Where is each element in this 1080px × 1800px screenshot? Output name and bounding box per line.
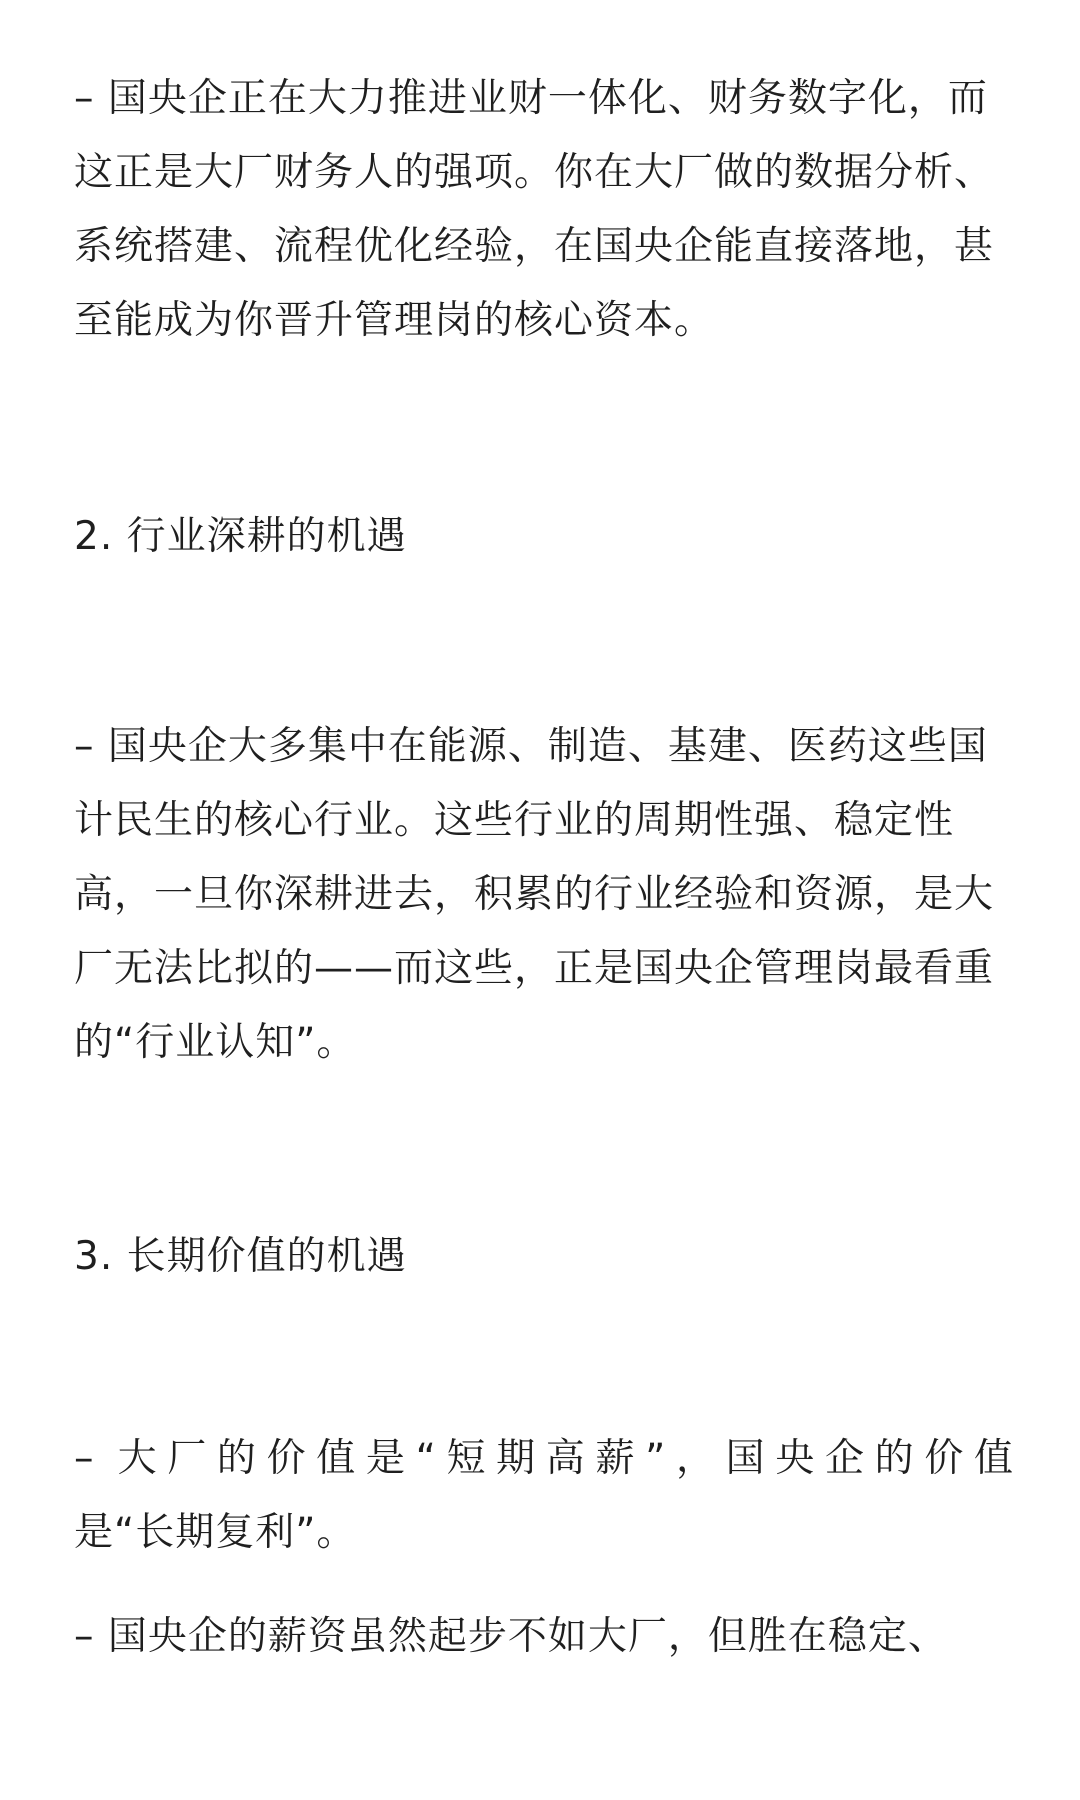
paragraph-salary: – 国央企的薪资虽然起步不如大厂，但胜在稳定、 [74,1614,948,1659]
paragraph-line: 是“长期复利”。 [74,1510,357,1555]
paragraph-long-term-value [74,1422,1014,1570]
paragraph-digitalization: – 国央企正在大力推进业财一体化、财务数字化，而这正是大厂财务人的强项。你在大厂做的数据分析、系统搭建、流程优化经验，在国央企能直接落地，甚至能成为你晋升管理岗的核心资本。 [74,76,995,343]
paragraph-industry: – 国央企大多集中在能源、制造、基建、医药这些国计民生的核心行业。这些行业的周期性强、稳定性高，一旦你深耕进去，积累的行业经验和资源，是大厂无法比拟的——而这些，正是国央企管理岗最看重的“行业认知”。 [74,724,995,1065]
section-heading-long-term: 3. 长期价值的机遇 [74,1234,407,1279]
paragraph-line: – 大厂的价值是“短期高薪”，国央企的价值 [74,1436,1014,1481]
section-heading-industry: 2. 行业深耕的机遇 [74,514,407,559]
